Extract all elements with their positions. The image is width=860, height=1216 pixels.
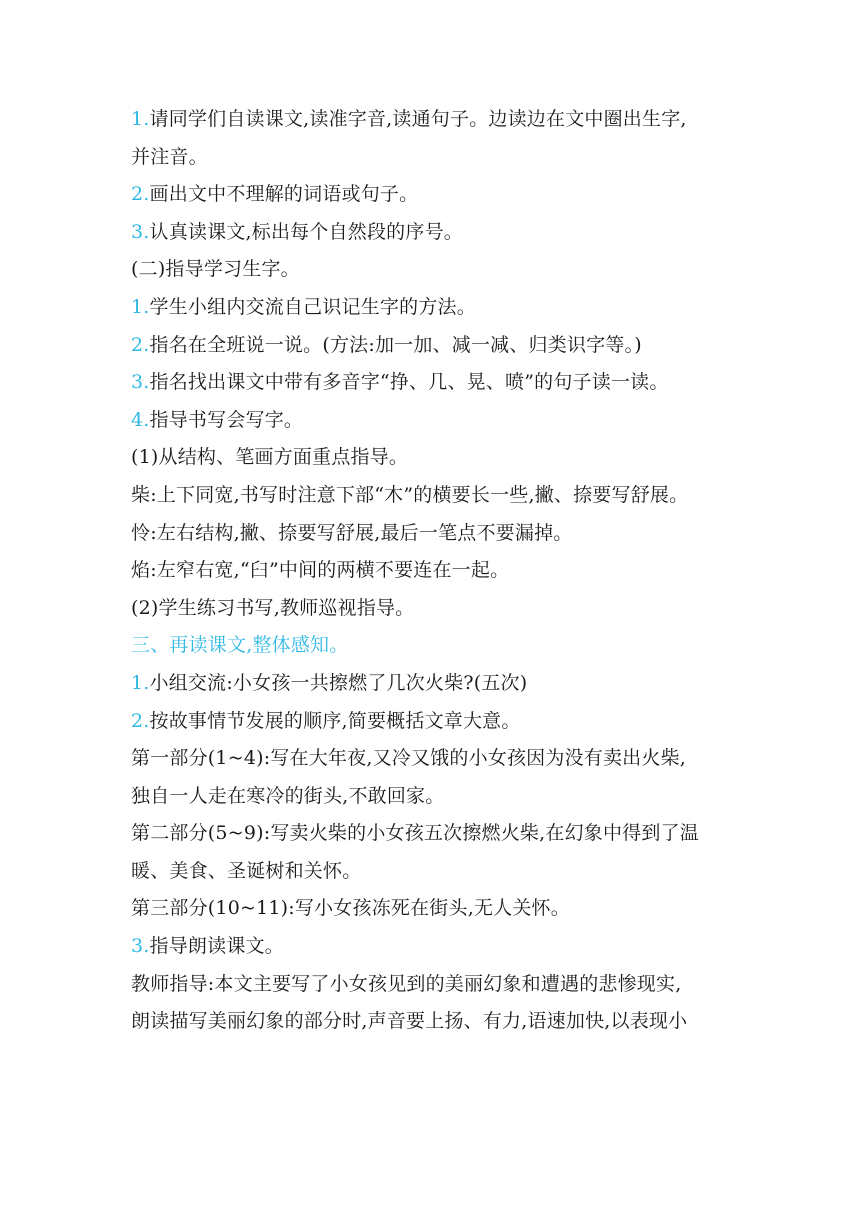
text-line [131,402,743,440]
text-line [131,364,743,402]
line-text: (1)从结构、笔画方面重点指导。 [131,446,409,469]
text-line [131,552,743,590]
text-line [131,176,743,214]
text-line [131,101,743,139]
text-line [131,665,743,703]
text-line [131,966,743,1004]
text-line [131,703,743,741]
text-line [131,928,743,966]
text-line [131,590,743,628]
document-body [131,101,743,1041]
text-line [131,289,743,327]
line-text: 柴:上下同宽,书写时注意下部“木”的横要长一些,撇、捺要写舒展。 [131,483,689,506]
text-line [131,1003,743,1041]
line-text: 并注音。 [131,145,208,168]
text-line [131,778,743,816]
line-text: 小组交流:小女孩一共擦燃了几次火柴?(五次) [149,671,528,694]
item-number: 3. [131,935,150,958]
line-text: 独自一人走在寒冷的街头,不敢回家。 [131,784,445,807]
line-text: 第三部分(10~11):写小女孩冻死在街头,无人关怀。 [131,897,570,920]
text-line [131,139,743,177]
item-number: 4. [131,408,150,431]
line-text: 指导书写会写字。 [149,408,304,431]
line-text: (2)学生练习书写,教师巡视指导。 [131,596,415,619]
item-number: 2. [131,333,150,356]
line-text: 第二部分(5~9):写卖火柴的小女孩五次擦燃火柴,在幻象中得到了温 [131,822,699,845]
item-number: 1. [131,295,150,318]
section-heading [131,627,743,665]
text-line [131,477,743,515]
text-line [131,890,743,928]
line-text: 朗读描写美丽幻象的部分时,声音要上扬、有力,语速加快,以表现小 [131,1010,688,1033]
line-text: 认真读课文,标出每个自然段的序号。 [149,220,463,243]
line-text: 请同学们自读课文,读准字音,读通句子。边读边在文中圈出生字, [149,108,687,130]
line-text: 画出文中不理解的词语或句子。 [149,183,419,206]
line-text: 指名找出课文中带有多音字“挣、几、晃、喷”的句子读一读。 [149,371,669,394]
item-number: 3. [131,371,150,394]
text-line [131,515,743,553]
line-text: 教师指导:本文主要写了小女孩见到的美丽幻象和遭遇的悲惨现实, [131,972,682,995]
line-text: 学生小组内交流自己识记生字的方法。 [149,295,476,318]
line-text: 指导朗读课文。 [149,935,284,958]
line-text: 暖、美食、圣诞树和关怀。 [131,859,362,882]
line-text: 焰:左窄右宽,“臼”中间的两横不要连在一起。 [131,559,510,582]
item-number: 2. [131,183,150,206]
line-text: 怜:左右结构,撇、捺要写舒展,最后一笔点不要漏掉。 [131,521,573,544]
text-line [131,439,743,477]
line-text: 指名在全班说一说。(方法:加一加、减一减、归类识字等。) [149,333,642,356]
item-number: 1. [131,108,150,130]
line-text: 三、再读课文,整体感知。 [131,634,349,657]
text-line [131,815,743,853]
item-number: 1. [131,671,150,694]
subheading [131,251,743,289]
text-line [131,740,743,778]
item-number: 3. [131,220,150,243]
item-number: 2. [131,709,150,732]
text-line [131,214,743,252]
line-text: (二)指导学习生字。 [131,258,300,281]
line-text: 按故事情节发展的顺序,简要概括文章大意。 [149,709,521,732]
text-line [131,327,743,365]
text-line [131,853,743,891]
line-text: 第一部分(1~4):写在大年夜,又冷又饿的小女孩因为没有卖出火柴, [131,747,687,770]
